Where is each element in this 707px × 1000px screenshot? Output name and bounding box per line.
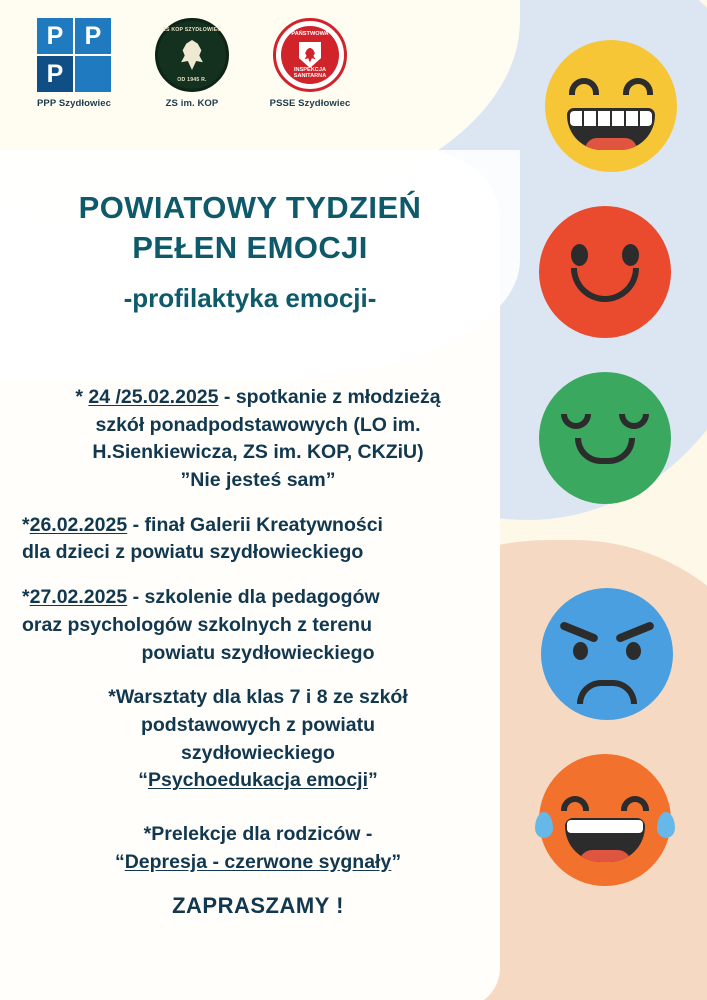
psse-ring-top: PAŃSTWOWA — [291, 31, 329, 37]
event-date: 27.02.2025 — [29, 586, 128, 609]
eye-right — [626, 642, 641, 660]
event-date: 26.02.2025 — [29, 513, 128, 536]
ppp-logo-icon — [37, 18, 111, 92]
event-quote: ”Nie jesteś sam” — [180, 469, 336, 492]
poster-title-area — [0, 188, 500, 314]
event-text-line-2: podstawowych z powiatu — [140, 713, 375, 736]
teeth — [567, 820, 643, 833]
event-item-5 — [22, 821, 494, 876]
mouth — [571, 268, 639, 302]
bullet-marker: * — [108, 686, 116, 709]
logo-caption-ppp: PPP Szydłowiec — [36, 98, 112, 109]
mouth — [577, 680, 637, 704]
event-dash: - — [127, 586, 145, 609]
angry-face-icon — [541, 588, 673, 720]
event-item-1 — [22, 384, 494, 495]
bullet-marker: * — [75, 386, 83, 408]
bullet-marker: * — [143, 822, 152, 845]
poster-body — [8, 384, 508, 919]
event-dash: - — [218, 386, 236, 408]
logo-zs-kop — [144, 18, 240, 109]
psse-seal-icon — [273, 18, 347, 92]
tongue — [579, 850, 631, 862]
bullet-marker: * — [22, 586, 30, 609]
logo-caption-psse: PSSE Szydłowiec — [269, 98, 351, 109]
event-dash: - — [127, 513, 145, 536]
tear-right — [657, 812, 675, 838]
event-quote-open: “ — [138, 769, 148, 792]
logo-strip — [26, 18, 358, 109]
slightly-smiling-face-icon — [539, 206, 671, 338]
page-title-line-2: PEŁEN EMOCJI — [132, 229, 368, 265]
logo-caption-zs-kop: ZS im. KOP — [165, 98, 219, 109]
tongue — [585, 138, 637, 150]
shield-icon — [299, 42, 321, 68]
page-title — [18, 188, 482, 267]
event-quote-close: ” — [368, 769, 378, 792]
face-with-tears-of-joy-icon — [539, 754, 671, 886]
eye-right — [619, 414, 649, 429]
seal-ring-bottom: OD 1945 R. — [177, 77, 207, 83]
zs-kop-seal-icon — [155, 18, 229, 92]
bullet-marker: * — [22, 513, 30, 536]
emoji-column — [539, 40, 689, 920]
eye-right — [623, 78, 653, 95]
eye-left — [561, 414, 591, 429]
event-text-line-3: powiatu szydłowieckiego — [141, 641, 375, 664]
mouth — [575, 438, 635, 464]
event-quote-close: ” — [391, 850, 402, 873]
event-text-line-1: spotkanie z młodzieżą — [235, 386, 441, 408]
eagle-emblem-icon — [304, 48, 317, 63]
event-text-line-1: finał Galerii Kreatywności — [144, 513, 383, 536]
psse-ring-bottom: INSPEKCJA SANITARNA — [293, 67, 327, 79]
ppp-cell-blank — [75, 56, 111, 92]
event-text-line-1: Warsztaty dla klas 7 i 8 ze szkół — [115, 686, 408, 709]
page-title-line-1: POWIATOWY TYDZIEŃ — [78, 190, 422, 225]
event-item-3 — [22, 584, 494, 667]
event-text-line-1: szkolenie dla pedagogów — [144, 586, 380, 609]
eyebrow-right — [615, 621, 655, 643]
eye-left — [569, 78, 599, 95]
event-item-2 — [22, 512, 494, 567]
teeth — [570, 111, 652, 126]
psse-inner-ring — [281, 26, 339, 84]
event-text-line-1: Prelekcje dla rodziców - — [151, 822, 373, 845]
event-text-line-2: szkół ponadpodstawowych (LO im. — [95, 413, 421, 436]
eye-right — [621, 796, 649, 811]
event-date: 24 /25.02.2025 — [88, 386, 219, 408]
eye-left — [561, 796, 589, 811]
logo-psse — [262, 18, 358, 109]
eye-left — [571, 244, 588, 266]
eye-left — [573, 642, 588, 660]
ppp-letter-3: P — [37, 56, 73, 92]
eye-right — [622, 244, 639, 266]
eyebrow-left — [559, 621, 599, 643]
event-quote-open: “ — [114, 850, 125, 873]
logo-ppp — [26, 18, 122, 109]
event-quote-text: Psychoedukacja emocji — [147, 769, 369, 792]
event-text-line-3: H.Sienkiewicza, ZS im. KOP, CKZiU) — [92, 441, 424, 464]
seal-ring-top: ZS KOP SZYDŁOWIEC — [162, 27, 222, 33]
event-item-4 — [22, 684, 494, 795]
event-text-line-2: dla dzieci z powiatu szydłowieckiego — [22, 541, 364, 564]
tear-left — [535, 812, 553, 838]
grinning-face-icon — [545, 40, 677, 172]
page-subtitle: -profilaktyka emocji- — [123, 283, 377, 314]
ppp-letter-2: P — [75, 18, 111, 54]
closing-invitation: ZAPRASZAMY ! — [172, 893, 344, 919]
event-text-line-3: szydłowieckiego — [181, 741, 335, 764]
mouth — [567, 108, 655, 150]
event-quote-text: Depresja - czerwone sygnały — [124, 850, 392, 873]
relieved-face-icon — [539, 372, 671, 504]
mouth — [565, 818, 645, 862]
event-text-line-2: oraz psychologów szkolnych z terenu — [22, 613, 372, 636]
ppp-letter-1: P — [37, 18, 73, 54]
